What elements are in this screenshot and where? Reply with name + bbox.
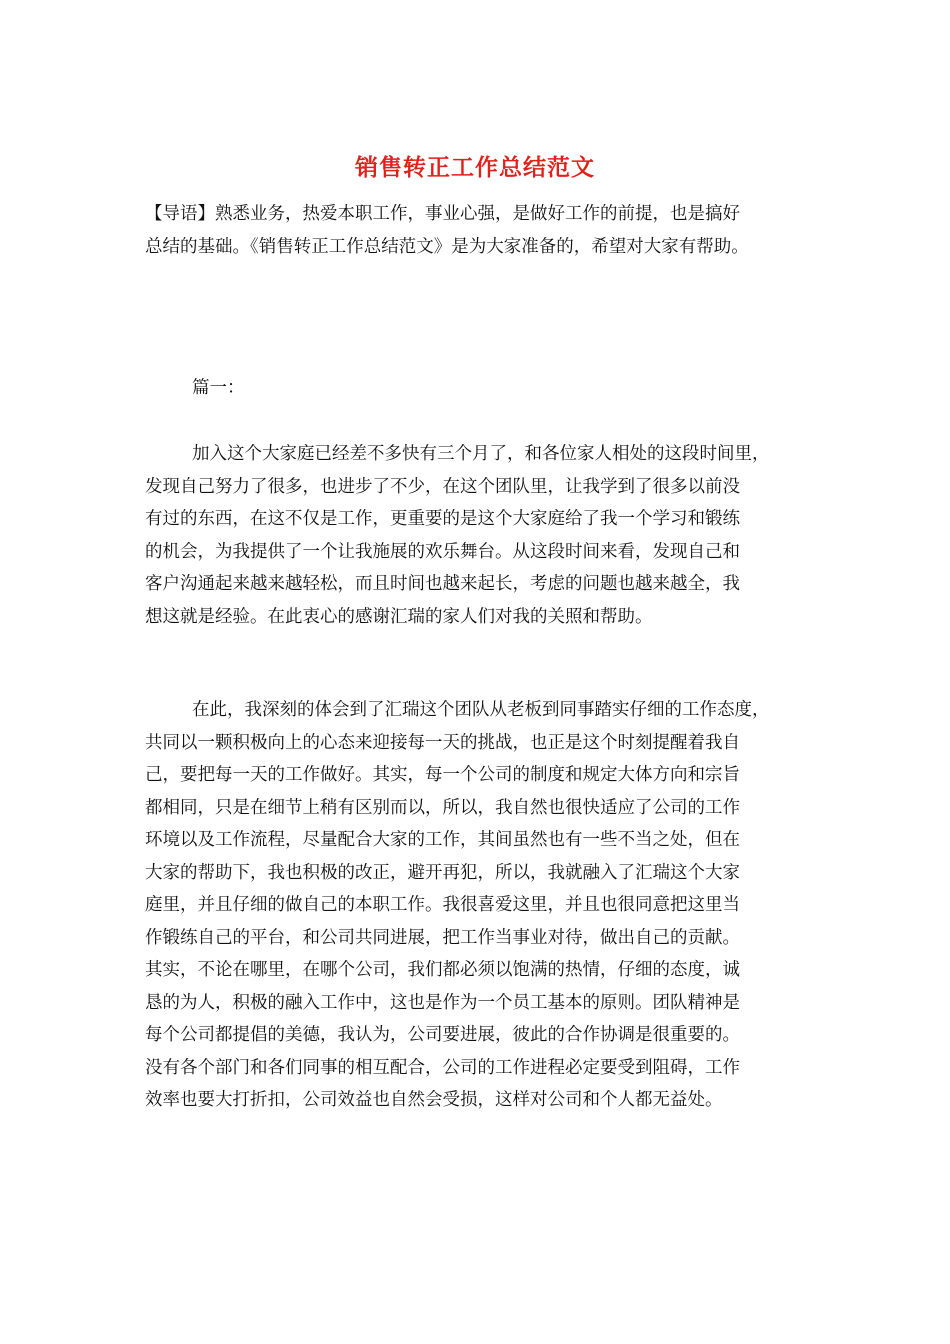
section-heading-block (145, 372, 825, 405)
section-heading: 篇一： (192, 378, 245, 398)
paragraph-line: 发现自己努力了很多，也进步了不少，在这个团队里，让我学到了很多以前没 (145, 476, 740, 497)
paragraph-line: 大家的帮助下，我也积极的改正，避开再犯，所以，我就融入了汇瑞这个大家 (145, 862, 740, 883)
paragraph-line: 客户沟通起来越来越轻松，而且时间也越来起长，考虑的问题也越来越全，我 (145, 574, 740, 594)
paragraph-line: 作锻练自己的平台，和公司共同进展，把工作当事业对待，做出自己的贡献。 (145, 927, 740, 948)
intro-paragraph (145, 198, 825, 263)
intro-line: 【导语】熟悉业务，热爱本职工作，事业心强，是做好工作的前提，也是搞好 (145, 204, 740, 224)
paragraph-line: 己，要把每一天的工作做好。其实，每一个公司的制度和规定大体方向和宗旨 (145, 765, 740, 785)
intro-line: 总结的基础。《销售转正工作总结范文》是为大家准备的，希望对大家有帮助。 (145, 236, 749, 257)
paragraph-line: 都相同，只是在细节上稍有区别而以，所以，我自然也很快适应了公司的工作 (145, 797, 740, 818)
document-title: 销售转正工作总结范文 (355, 154, 595, 181)
paragraph-2 (145, 694, 825, 1117)
paragraph-line: 在此，我深刻的体会到了汇瑞这个团队从老板到同事踏实仔细的工作态度， (192, 700, 770, 720)
paragraph-line: 庭里，并且仔细的做自己的本职工作。我很喜爱这里，并且也很同意把这里当 (145, 895, 740, 915)
paragraph-line: 的机会，为我提供了一个让我施展的欢乐舞台。从这段时间来看，发现自己和 (145, 541, 740, 562)
paragraph-1 (145, 438, 825, 633)
paragraph-line: 加入这个大家庭已经差不多快有三个月了，和各位家人相处的这段时间里， (192, 444, 770, 464)
paragraph-line: 每个公司都提倡的美德，我认为，公司要进展，彼此的合作协调是很重要的。 (145, 1025, 740, 1045)
paragraph-line: 没有各个部门和各们同事的相互配合，公司的工作进程必定要受到阻碍，工作 (145, 1057, 740, 1078)
paragraph-line: 想这就是经验。在此衷心的感谢汇瑞的家人们对我的关照和帮助。 (145, 606, 653, 627)
paragraph-line: 有过的东西，在这不仅是工作，更重要的是这个大家庭给了我一个学习和锻练 (145, 509, 740, 529)
paragraph-line: 其实，不论在哪里，在哪个公司，我们都必须以饱满的热情，仔细的态度，诚 (145, 960, 740, 980)
paragraph-line: 效率也要大打折扣，公司效益也自然会受损，这样对公司和个人都无益处。 (145, 1090, 723, 1110)
paragraph-line: 恳的为人，积极的融入工作中，这也是作为一个员工基本的原则。团队精神是 (145, 992, 740, 1013)
paragraph-line: 共同以一颗积极向上的心态来迎接每一天的挑战，也正是这个时刻提醒着我自 (145, 732, 740, 753)
paragraph-line: 环境以及工作流程，尽量配合大家的工作，其间虽然也有一些不当之处，但在 (145, 830, 740, 850)
